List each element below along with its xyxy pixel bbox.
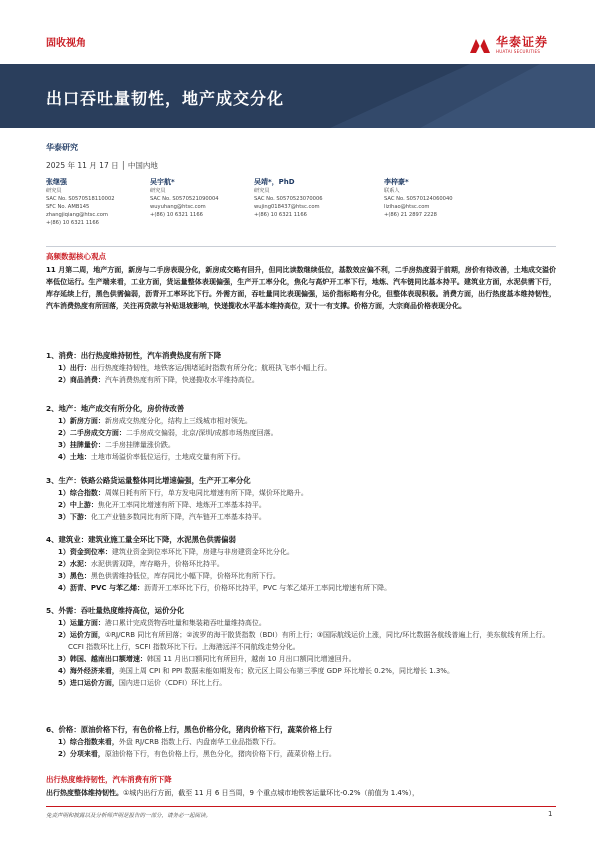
report-title: 出口吞吐量韧性，地产成交分化 (46, 89, 285, 108)
list-item: 2）分项来看，原油价格下行，有色价格上行，黑色分化，猪肉价格下行，蔬菜价格上行。 (58, 750, 336, 758)
author-sac: SAC No. S0570518110002 (46, 196, 115, 202)
page-header (0, 0, 595, 60)
author-email[interactable]: wuyuhang@htsc.com (150, 204, 206, 210)
subsection-body: 出行热度整体维持韧性。①城内出行方面，截至 11 月 6 日当周，9 个重点城市地铁客运量环比-0.2%（前值为 1.4%）， (46, 789, 420, 797)
author-card (384, 178, 453, 219)
list-item: 3）挂牌量价：二手房挂牌量涨价跌。 (58, 441, 175, 449)
list-item: 1）运量方面：港口累计完成货物吞吐量和集装箱吞吐量维持高位。 (58, 619, 266, 627)
divider (46, 246, 556, 247)
author-email[interactable]: zhangjiqiang@htsc.com (46, 212, 108, 218)
section-production (46, 475, 556, 523)
huatai-logo-mark-icon (468, 37, 492, 55)
author-list (46, 178, 556, 238)
list-item: 3）黑色：黑色供需维持低位，库存同比小幅下降，价格环比有所下行。 (58, 572, 280, 580)
author-card (254, 178, 323, 219)
author-phone: +(86) 21 2897 2228 (384, 212, 437, 218)
page-number: 1 (548, 810, 553, 818)
subsection-title: 出行热度维持韧性，汽车消费有所下降 (46, 775, 172, 784)
author-name: 李梓豪* (384, 178, 409, 186)
author-sac: SAC No. S0570521090004 (150, 196, 219, 202)
list-item: 4）土地：土地市场溢价率低位运行，土地成交量有所下行。 (58, 453, 245, 461)
logo-english-name: HUATAI SECURITIES (496, 49, 541, 54)
core-view-body: 11 月第二周，地产方面，新房与二手房表现分化，新房成交略有回升，但同比读数继续低位，基数效应偏不利，二手房热度弱于前期，房价有待改善，土地成交溢价率低位运行。生产端来看，工业方面，货运量整体表现偏强，生产开工率分化，焦化与高炉开工率下行，地炼、汽车链同比基本持平。建筑业方面，水泥供需下行，库存延续上行，黑色供需偏弱，沥青开工率环比下行。外需方面，吞吐量同比表现偏强，运价指标略有分化，但整体表现积极。消费方面，出行热度基本维持韧性，汽车消费热度有所回落，关注再贷款与补贴退坡影响，快递揽收水平基本维持高位，双十一有支撑。价格方面，大宗商品价格表现分化。 (46, 266, 556, 310)
list-item: 1）综合指数来看，外盘 RJ/CRB 指数上行、内盘南华工业品指数下行。 (58, 738, 281, 746)
author-phone: +(86) 10 6321 1166 (254, 212, 307, 218)
research-label: 华泰研究 (46, 143, 78, 152)
author-card (46, 178, 115, 227)
section-real-estate (46, 403, 556, 463)
title-banner (0, 64, 595, 128)
author-role: 研究员 (150, 188, 166, 194)
footer-divider (46, 806, 556, 807)
section-heading: 4、建筑业：建筑业施工量全环比下降，水泥黑色供需偏弱 (46, 535, 236, 544)
list-item: 1）综合指数：周媒日耗有所下行，单方发电同比增速有所下降，煤价环比略升。 (58, 489, 308, 497)
list-item: 5）进口运价方面，国内进口运价（CDFI）环比上行。 (58, 679, 227, 687)
list-item: 4）沥青、PVC 与苯乙烯：沥青开工率环比下行，价格环比持平，PVC 与苯乙烯开工率同比增速有所下降。 (58, 584, 392, 592)
author-name: 吴宇航* (150, 178, 175, 186)
logo-chinese-name: 华泰证券 (496, 35, 549, 49)
list-item: 2）中上游：焦化开工率同比增速有所下降、地炼开工率基本持平。 (58, 501, 266, 509)
section-consumption (46, 350, 556, 386)
list-item: 2）运价方面，①RJ/CRB 同比有所回落；②波罗的海干散货指数（BDI）有所上行；③国际航线运价上涨，同比/环比数据各航线普遍上行，美东航线有所上行。CCFI 指数环比上行，SCFI 指数环比下行。上海港远洋不同航线走势分化。 (58, 631, 550, 651)
author-email[interactable]: lizihao@htsc.com (384, 204, 430, 210)
author-role: 研究员 (46, 188, 62, 194)
author-role: 联系人 (384, 188, 400, 194)
list-item: 4）海外经济来看，美国上周 CPI 和 PPI 数据未能如期发布；欧元区上周公布第三季度 GDP 环比增长 0.2%，同比增长 1.3%。 (58, 667, 454, 675)
disclaimer-note: 免责声明和披露以及分析师声明是报告的一部分，请务必一起阅读。 (46, 813, 212, 819)
author-name: 张继强 (46, 178, 67, 186)
section-external-demand (46, 605, 556, 689)
author-sac: SAC No. S0570124060040 (384, 196, 453, 202)
author-role: 研究员 (254, 188, 270, 194)
section-heading: 3、生产：铁路公路货运量整体同比增速偏强，生产开工率分化 (46, 476, 251, 485)
list-item: 3）下游：化工产业链多数同比有所下降，汽车链开工率基本持平。 (58, 513, 266, 521)
section-heading: 1、消费：出行热度维持韧性，汽车消费热度有所下降 (46, 351, 222, 360)
author-phone: +(86) 10 6321 1166 (150, 212, 203, 218)
section-construction (46, 534, 556, 594)
list-item: 2）二手房成交方面：二手房成交偏弱，北京/深圳/成都市场热度回落。 (58, 429, 278, 437)
author-email[interactable]: wujing018437@htsc.com (254, 204, 320, 210)
list-item: 3）韩国、越南出口额增速：韩国 11 月出口额同比有所回升，越南 10 月出口额同比增速回升。 (58, 655, 356, 663)
section-heading: 6、价格：原油价格下行，有色价格上行，黑色价格分化，猪肉价格下行，蔬菜价格上行 (46, 725, 332, 734)
author-phone: +(86) 10 6321 1166 (46, 220, 99, 226)
list-item: 1）资金到位率：建筑业资金到位率环比下降，房建与非房建资金环比分化。 (58, 548, 294, 556)
list-item: 1）新房方面：新房成交热度分化，结构上三线城市相对领先。 (58, 417, 252, 425)
section-prices (46, 724, 556, 760)
report-date-line: 2025 年 11 月 17 日 │ 中国内地 (46, 161, 158, 170)
author-sfc: SFC No. AMB145 (46, 204, 90, 210)
list-item: 2）水泥：水泥供需双降，库存略升，价格环比持平。 (58, 560, 224, 568)
list-item: 2）商品消费：汽车消费热度有所下降，快递揽收水平维持高位。 (58, 376, 259, 384)
author-sac: SAC No. S0570523070006 (254, 196, 323, 202)
section-heading: 5、外需：吞吐量热度维持高位，运价分化 (46, 606, 185, 615)
huatai-logo (468, 36, 548, 55)
list-item: 1）出行：出行热度维持韧性，地铁客运/拥堵延时指数有所分化；航班执飞率小幅上行。 (58, 364, 332, 372)
author-name: 吴靖*，PhD (254, 178, 295, 186)
column-title: 固收视角 (46, 38, 86, 49)
author-card (150, 178, 219, 219)
section-heading: 2、地产：地产成交有所分化，房价待改善 (46, 404, 185, 413)
core-view-title: 高频数据核心观点 (46, 252, 106, 261)
